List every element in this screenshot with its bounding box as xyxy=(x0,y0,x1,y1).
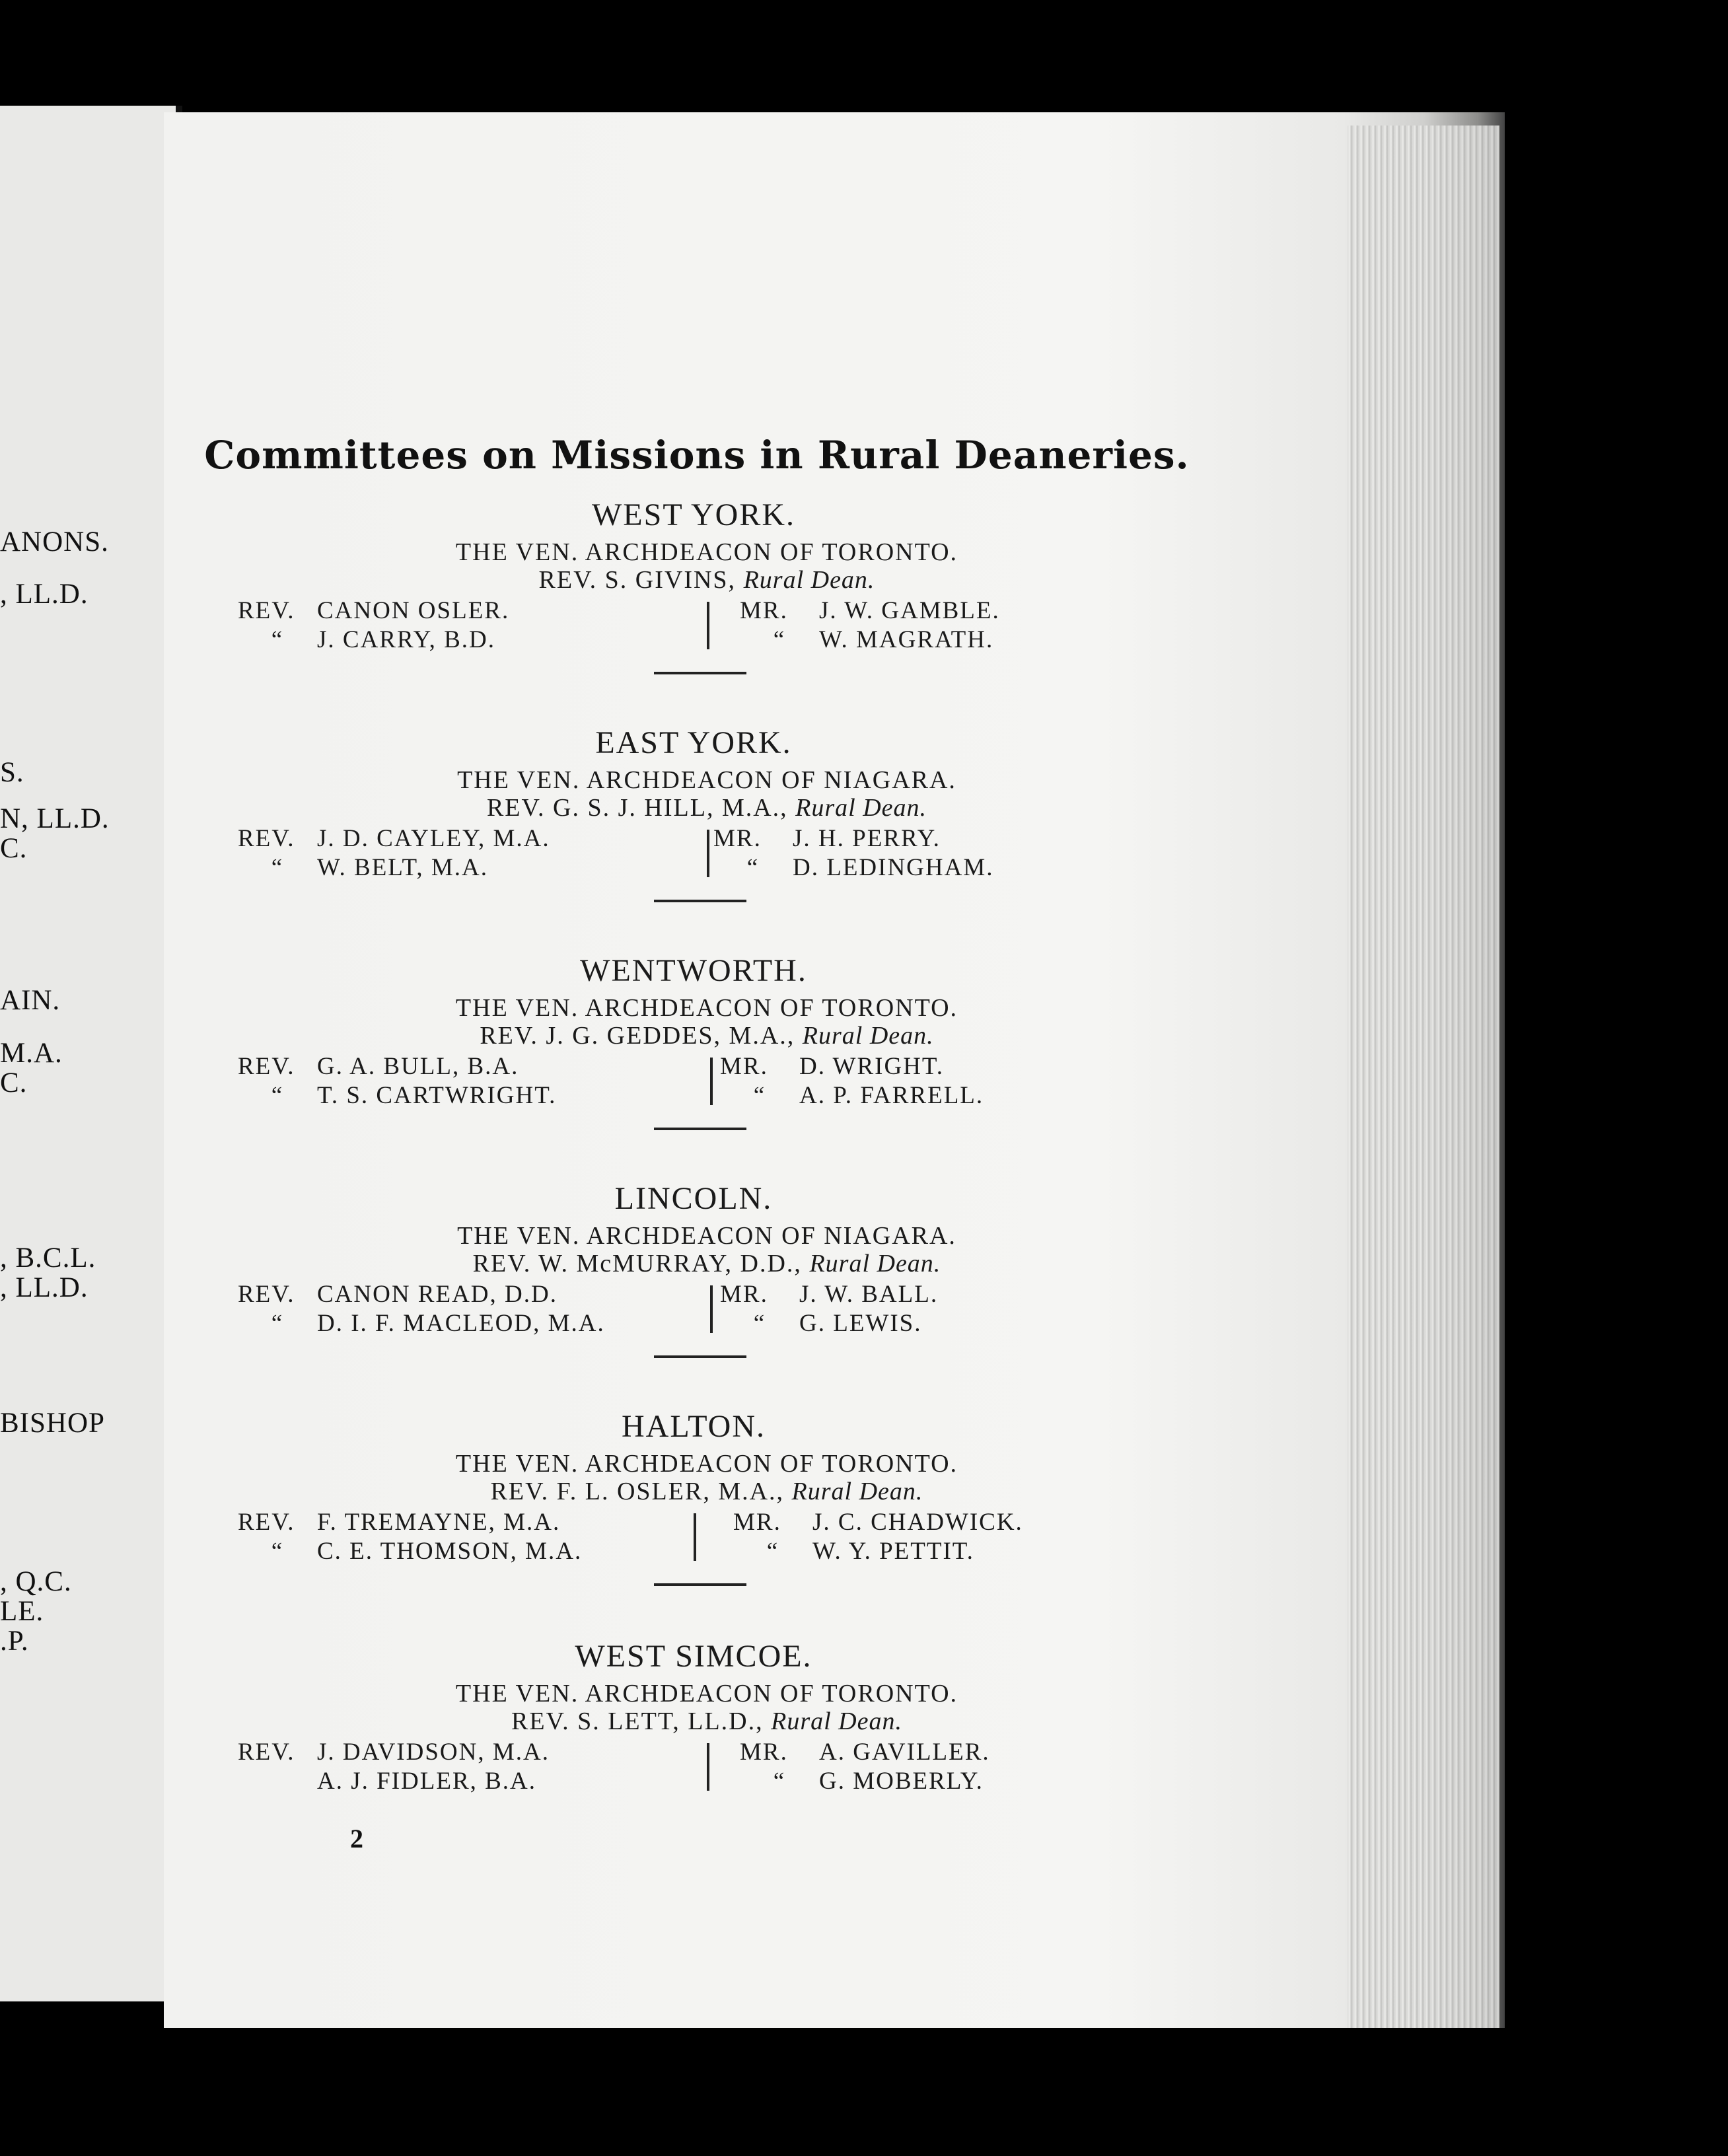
member-name: G. A. BULL, B.A. xyxy=(317,1053,519,1080)
archdeacon-line: THE VEN. ARCHDEACON OF TORONTO. xyxy=(455,538,958,566)
member-row xyxy=(720,1309,938,1338)
member-name: G. LEWIS. xyxy=(799,1310,922,1337)
clergy-column xyxy=(238,1052,556,1110)
members-columns xyxy=(238,1508,1097,1574)
member-prefix: “ xyxy=(271,626,284,653)
member-prefix: “ xyxy=(271,1082,284,1109)
member-row xyxy=(238,1508,582,1537)
member-prefix: “ xyxy=(773,626,786,653)
section-rule xyxy=(654,1583,746,1586)
deanery-section xyxy=(238,1180,1097,1358)
dean-name: REV. F. L. OSLER, M.A., xyxy=(490,1478,785,1505)
deanery-title: WEST SIMCOE. xyxy=(575,1639,812,1674)
dean-name: REV. S. LETT, LL.D., xyxy=(511,1707,764,1735)
member-name: CANON READ, D.D. xyxy=(317,1281,558,1308)
member-prefix: MR. xyxy=(720,1053,768,1080)
member-prefix: “ xyxy=(271,1310,284,1337)
member-prefix: MR. xyxy=(740,597,788,624)
members-columns xyxy=(238,1738,1097,1804)
deanery-section xyxy=(238,1408,1097,1586)
member-row xyxy=(740,596,1000,626)
members-columns xyxy=(238,1280,1097,1346)
member-name: CANON OSLER. xyxy=(317,597,510,624)
archdeacon-line: THE VEN. ARCHDEACON OF NIAGARA. xyxy=(457,1222,956,1250)
laity-column xyxy=(740,596,1000,655)
dean-name: REV. W. McMURRAY, D.D., xyxy=(472,1250,802,1277)
dean-role: Rural Dean. xyxy=(743,566,875,594)
member-row xyxy=(740,1767,990,1796)
member-name: W. Y. PETTIT. xyxy=(812,1538,974,1565)
member-prefix: “ xyxy=(766,1538,779,1565)
member-prefix: REV. xyxy=(238,1509,295,1536)
member-row xyxy=(238,1738,550,1767)
column-divider xyxy=(707,1743,709,1791)
rural-dean-line xyxy=(317,566,1097,594)
member-name: G. MOBERLY. xyxy=(819,1768,984,1795)
dean-role: Rural Dean. xyxy=(809,1250,941,1277)
deanery-title: EAST YORK. xyxy=(595,725,792,760)
member-prefix: MR. xyxy=(740,1739,788,1766)
left-page-fragment: .P. xyxy=(0,1626,29,1657)
clergy-column xyxy=(238,824,550,882)
left-page-fragment: LE. xyxy=(0,1596,44,1627)
member-prefix: “ xyxy=(753,1082,766,1109)
deanery-title: HALTON. xyxy=(621,1409,766,1444)
left-page-fragment: ANONS. xyxy=(0,526,109,557)
member-row xyxy=(733,1508,1023,1537)
member-row xyxy=(238,1081,556,1110)
left-page-fragment: , B.C.L. xyxy=(0,1242,96,1274)
member-row xyxy=(238,853,550,882)
column-divider xyxy=(710,1285,713,1333)
rural-dean-line xyxy=(317,1250,1097,1277)
left-page-fragment: C. xyxy=(0,833,28,864)
member-prefix: REV. xyxy=(238,1053,295,1080)
column-divider xyxy=(707,830,709,877)
dean-role: Rural Dean. xyxy=(791,1478,923,1505)
deanery-section xyxy=(238,497,1097,674)
member-name: J. W. GAMBLE. xyxy=(819,597,1000,624)
member-name: F. TREMAYNE, M.A. xyxy=(317,1509,561,1536)
member-row xyxy=(238,1537,582,1566)
laity-column xyxy=(720,1052,984,1110)
member-name: J. CARRY, B.D. xyxy=(317,626,495,653)
left-page-fragment: BISHOP xyxy=(0,1408,105,1439)
archdeacon-line: THE VEN. ARCHDEACON OF NIAGARA. xyxy=(457,766,956,794)
member-row xyxy=(720,1280,938,1309)
section-rule xyxy=(654,1128,746,1130)
page-edge-stack xyxy=(1348,126,1499,2028)
rural-dean-line xyxy=(317,1022,1097,1050)
member-row xyxy=(720,1052,984,1081)
left-page-fragment: S. xyxy=(0,757,24,788)
member-prefix: REV. xyxy=(238,825,295,852)
members-columns xyxy=(238,1052,1097,1118)
member-row xyxy=(733,1537,1023,1566)
archdeacon-line: THE VEN. ARCHDEACON OF TORONTO. xyxy=(455,1450,958,1478)
member-name: J. H. PERRY. xyxy=(793,825,941,852)
member-name: J. W. BALL. xyxy=(799,1281,939,1308)
archdeacon-line: THE VEN. ARCHDEACON OF TORONTO. xyxy=(455,994,958,1022)
member-prefix: REV. xyxy=(238,597,295,624)
left-page-fragment: , LL.D. xyxy=(0,579,89,610)
left-page-fragment: M.A. xyxy=(0,1038,63,1069)
member-row xyxy=(740,626,1000,655)
member-prefix: “ xyxy=(746,854,760,881)
member-prefix: “ xyxy=(773,1768,786,1795)
left-page-fragment: C. xyxy=(0,1067,28,1098)
member-row xyxy=(740,1738,990,1767)
dean-role: Rural Dean. xyxy=(795,794,927,822)
deanery-section xyxy=(238,725,1097,902)
members-columns xyxy=(238,824,1097,890)
member-row xyxy=(238,626,509,655)
member-name: W. BELT, M.A. xyxy=(317,854,488,881)
member-row xyxy=(238,1767,550,1796)
member-name: J. C. CHADWICK. xyxy=(812,1509,1023,1536)
member-row xyxy=(713,824,994,853)
laity-column xyxy=(713,824,994,882)
member-name: T. S. CARTWRIGHT. xyxy=(317,1082,557,1109)
member-prefix: MR. xyxy=(713,825,762,852)
member-row xyxy=(238,1280,605,1309)
member-name: D. I. F. MACLEOD, M.A. xyxy=(317,1310,605,1337)
member-name: C. E. THOMSON, M.A. xyxy=(317,1538,583,1565)
dean-name: REV. J. G. GEDDES, M.A., xyxy=(480,1022,795,1050)
member-name: D. WRIGHT. xyxy=(799,1053,945,1080)
member-prefix: MR. xyxy=(720,1281,768,1308)
clergy-column xyxy=(238,1280,605,1338)
member-prefix: REV. xyxy=(238,1739,295,1766)
member-row xyxy=(720,1081,984,1110)
rural-dean-line xyxy=(317,794,1097,822)
member-row xyxy=(238,824,550,853)
member-prefix: “ xyxy=(753,1310,766,1337)
column-divider xyxy=(707,602,709,649)
dean-role: Rural Dean. xyxy=(771,1707,902,1735)
left-page-fragment: , Q.C. xyxy=(0,1566,72,1597)
section-rule xyxy=(654,672,746,674)
dean-name: REV. S. GIVINS, xyxy=(538,566,737,594)
deanery-title: WEST YORK. xyxy=(592,497,795,532)
member-row xyxy=(238,1309,605,1338)
section-rule xyxy=(654,900,746,902)
clergy-column xyxy=(238,1508,582,1566)
member-name: A. P. FARRELL. xyxy=(799,1082,984,1109)
member-prefix: “ xyxy=(271,1538,284,1565)
left-page-edge xyxy=(0,106,177,2001)
laity-column xyxy=(740,1738,990,1796)
member-prefix: MR. xyxy=(733,1509,781,1536)
section-rule xyxy=(654,1355,746,1358)
deanery-section xyxy=(238,952,1097,1130)
page-heading: Committees on Missions in Rural Deaneries. xyxy=(204,433,1190,478)
member-row xyxy=(713,853,994,882)
left-page-fragment: , LL.D. xyxy=(0,1272,89,1303)
page-number: 2 xyxy=(350,1824,363,1853)
deanery-section xyxy=(238,1638,1097,1804)
member-prefix: “ xyxy=(271,854,284,881)
clergy-column xyxy=(238,596,509,655)
member-name: D. LEDINGHAM. xyxy=(793,854,994,881)
deanery-title: WENTWORTH. xyxy=(580,953,807,988)
dean-role: Rural Dean. xyxy=(802,1022,934,1050)
member-name: A. GAVILLER. xyxy=(819,1739,990,1766)
member-row xyxy=(238,1052,556,1081)
rural-dean-line xyxy=(317,1478,1097,1505)
archdeacon-line: THE VEN. ARCHDEACON OF TORONTO. xyxy=(455,1680,958,1707)
column-divider xyxy=(694,1513,696,1561)
laity-column xyxy=(733,1508,1023,1566)
deanery-title: LINCOLN. xyxy=(614,1181,773,1216)
member-name: W. MAGRATH. xyxy=(819,626,994,653)
members-columns xyxy=(238,596,1097,663)
member-prefix: REV. xyxy=(238,1281,295,1308)
member-name: A. J. FIDLER, B.A. xyxy=(317,1768,537,1795)
member-name: J. DAVIDSON, M.A. xyxy=(317,1739,550,1766)
left-page-fragment: N, LL.D. xyxy=(0,803,110,834)
member-row xyxy=(238,596,509,626)
left-page-fragment: AIN. xyxy=(0,985,61,1016)
column-divider xyxy=(710,1058,713,1105)
clergy-column xyxy=(238,1738,550,1796)
dean-name: REV. G. S. J. HILL, M.A., xyxy=(486,794,788,822)
rural-dean-line xyxy=(317,1707,1097,1735)
laity-column xyxy=(720,1280,938,1338)
member-name: J. D. CAYLEY, M.A. xyxy=(317,825,550,852)
